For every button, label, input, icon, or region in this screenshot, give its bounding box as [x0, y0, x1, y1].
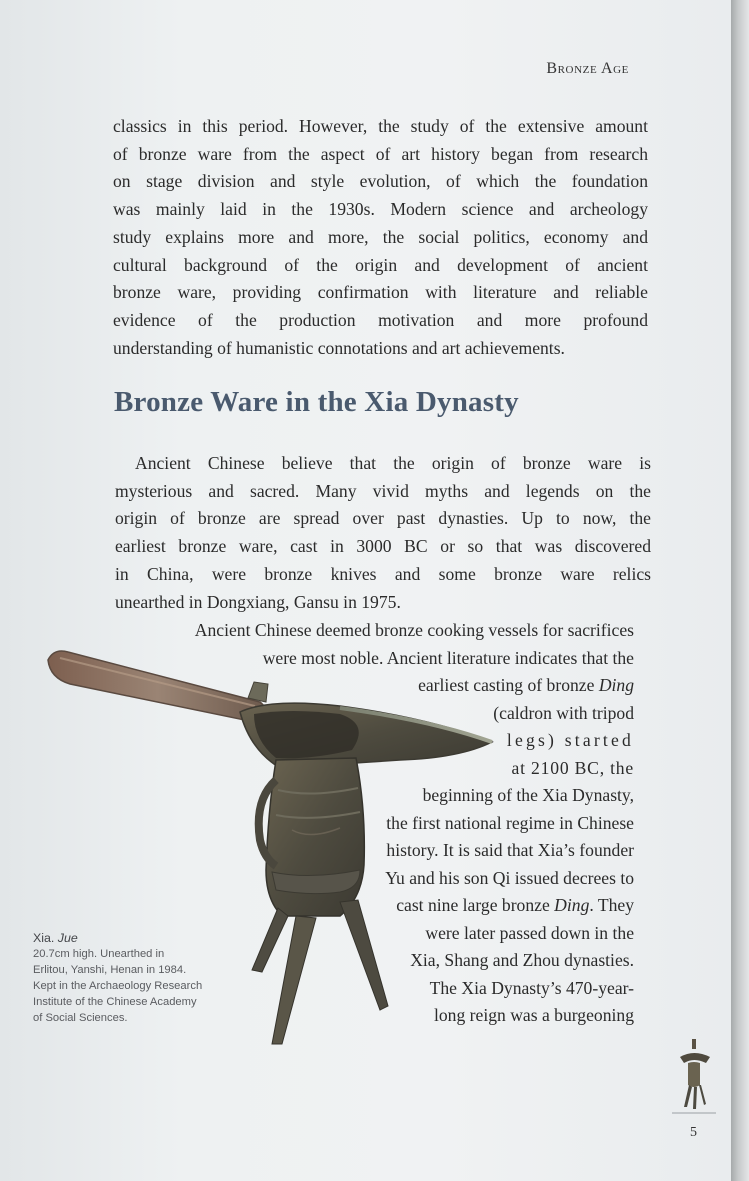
- vessel-leg-right: [340, 900, 388, 1010]
- text-line: unearthed in Dongxiang, Gansu in 1975.: [115, 591, 401, 612]
- text-run: cast nine large bronze: [396, 895, 555, 915]
- page-number: 5: [690, 1125, 697, 1140]
- text-line: were most noble. Ancient literature indicates that the: [262, 647, 634, 668]
- caption-line: 20.7cm high. Unearthed in: [33, 948, 165, 961]
- text-line: cultural background of the origin and development of ancient: [113, 254, 648, 275]
- text-line: on stage division and style evolution, of which the foundation: [113, 171, 648, 192]
- image-caption: [33, 930, 248, 1027]
- text-line: Ancient Chinese believe that the origin of bronze ware is: [135, 453, 651, 473]
- running-head: Bronze Age: [546, 60, 629, 77]
- text-line: were later passed down in the: [425, 922, 634, 943]
- text-line: study explains more and more, the social politics, economy and: [113, 226, 648, 247]
- text-run: . They: [589, 895, 634, 915]
- text-line: origin of bronze are spread over past dynasties. Up to now, the: [115, 508, 651, 529]
- text-line: (caldron with tripod: [493, 702, 634, 723]
- section-heading: Bronze Ware in the Xia Dynasty: [114, 386, 519, 418]
- text-line: beginning of the Xia Dynasty,: [422, 785, 634, 805]
- caption-line: Erlitou, Yanshi, Henan in 1984.: [33, 964, 187, 977]
- text-line: was mainly laid in the 1930s. Modern science and archeology: [113, 199, 648, 220]
- text-line: history. It is said that Xia’s founder: [386, 840, 634, 860]
- italic-term: Jue: [57, 931, 78, 945]
- paragraph-origin: [115, 450, 651, 616]
- text-line: at 2100 BC, the: [511, 757, 634, 778]
- text-line: long reign was a burgeoning: [433, 1005, 634, 1025]
- caption-line: of Social Sciences.: [33, 1012, 128, 1025]
- vessel-rim-posts: [248, 682, 268, 702]
- text-line: classics in this period. However, the study of the extensive amount: [113, 116, 648, 136]
- text-line: Xia, Shang and Zhou dynasties.: [410, 950, 634, 970]
- text-line: mysterious and sacred. Many vivid myths and legends on the: [115, 480, 651, 501]
- text-line: evidence of the production motivation and more profound: [113, 309, 648, 330]
- text-line: understanding of humanistic connotations and art achievements.: [113, 337, 565, 358]
- bronze-figure-icon: [668, 1035, 720, 1117]
- text-line: bronze ware, providing confirmation with literature and reliable: [113, 282, 648, 303]
- vessel-leg-left: [252, 908, 288, 972]
- text-run: earliest casting of bronze: [418, 675, 599, 695]
- intro-paragraph: [113, 113, 648, 362]
- vessel-spout: [48, 651, 267, 724]
- text-line: legs) started: [506, 730, 634, 750]
- text-line: in China, were bronze knives and some bronze ware relics: [115, 563, 651, 584]
- italic-term: Ding: [554, 895, 590, 915]
- caption-line: Institute of the Chinese Academy: [33, 996, 197, 1009]
- caption-line: Kept in the Archaeology Research: [33, 980, 203, 993]
- text-line: the first national regime in Chinese: [386, 812, 634, 833]
- text-run: Xia.: [33, 931, 58, 945]
- text-line: of bronze ware from the aspect of art history began from research: [113, 143, 648, 164]
- caption-title: [33, 930, 248, 946]
- page-edge: [731, 0, 749, 1181]
- text-line: The Xia Dynasty’s 470-year-: [429, 977, 634, 998]
- text-line: Yu and his son Qi issued decrees to: [385, 867, 634, 888]
- text-line: earliest bronze ware, cast in 3000 BC or so that was discovered: [115, 536, 651, 557]
- text-line: Ancient Chinese deemed bronze cooking vessels for sacrifices: [194, 620, 634, 640]
- italic-term: Ding: [598, 675, 634, 695]
